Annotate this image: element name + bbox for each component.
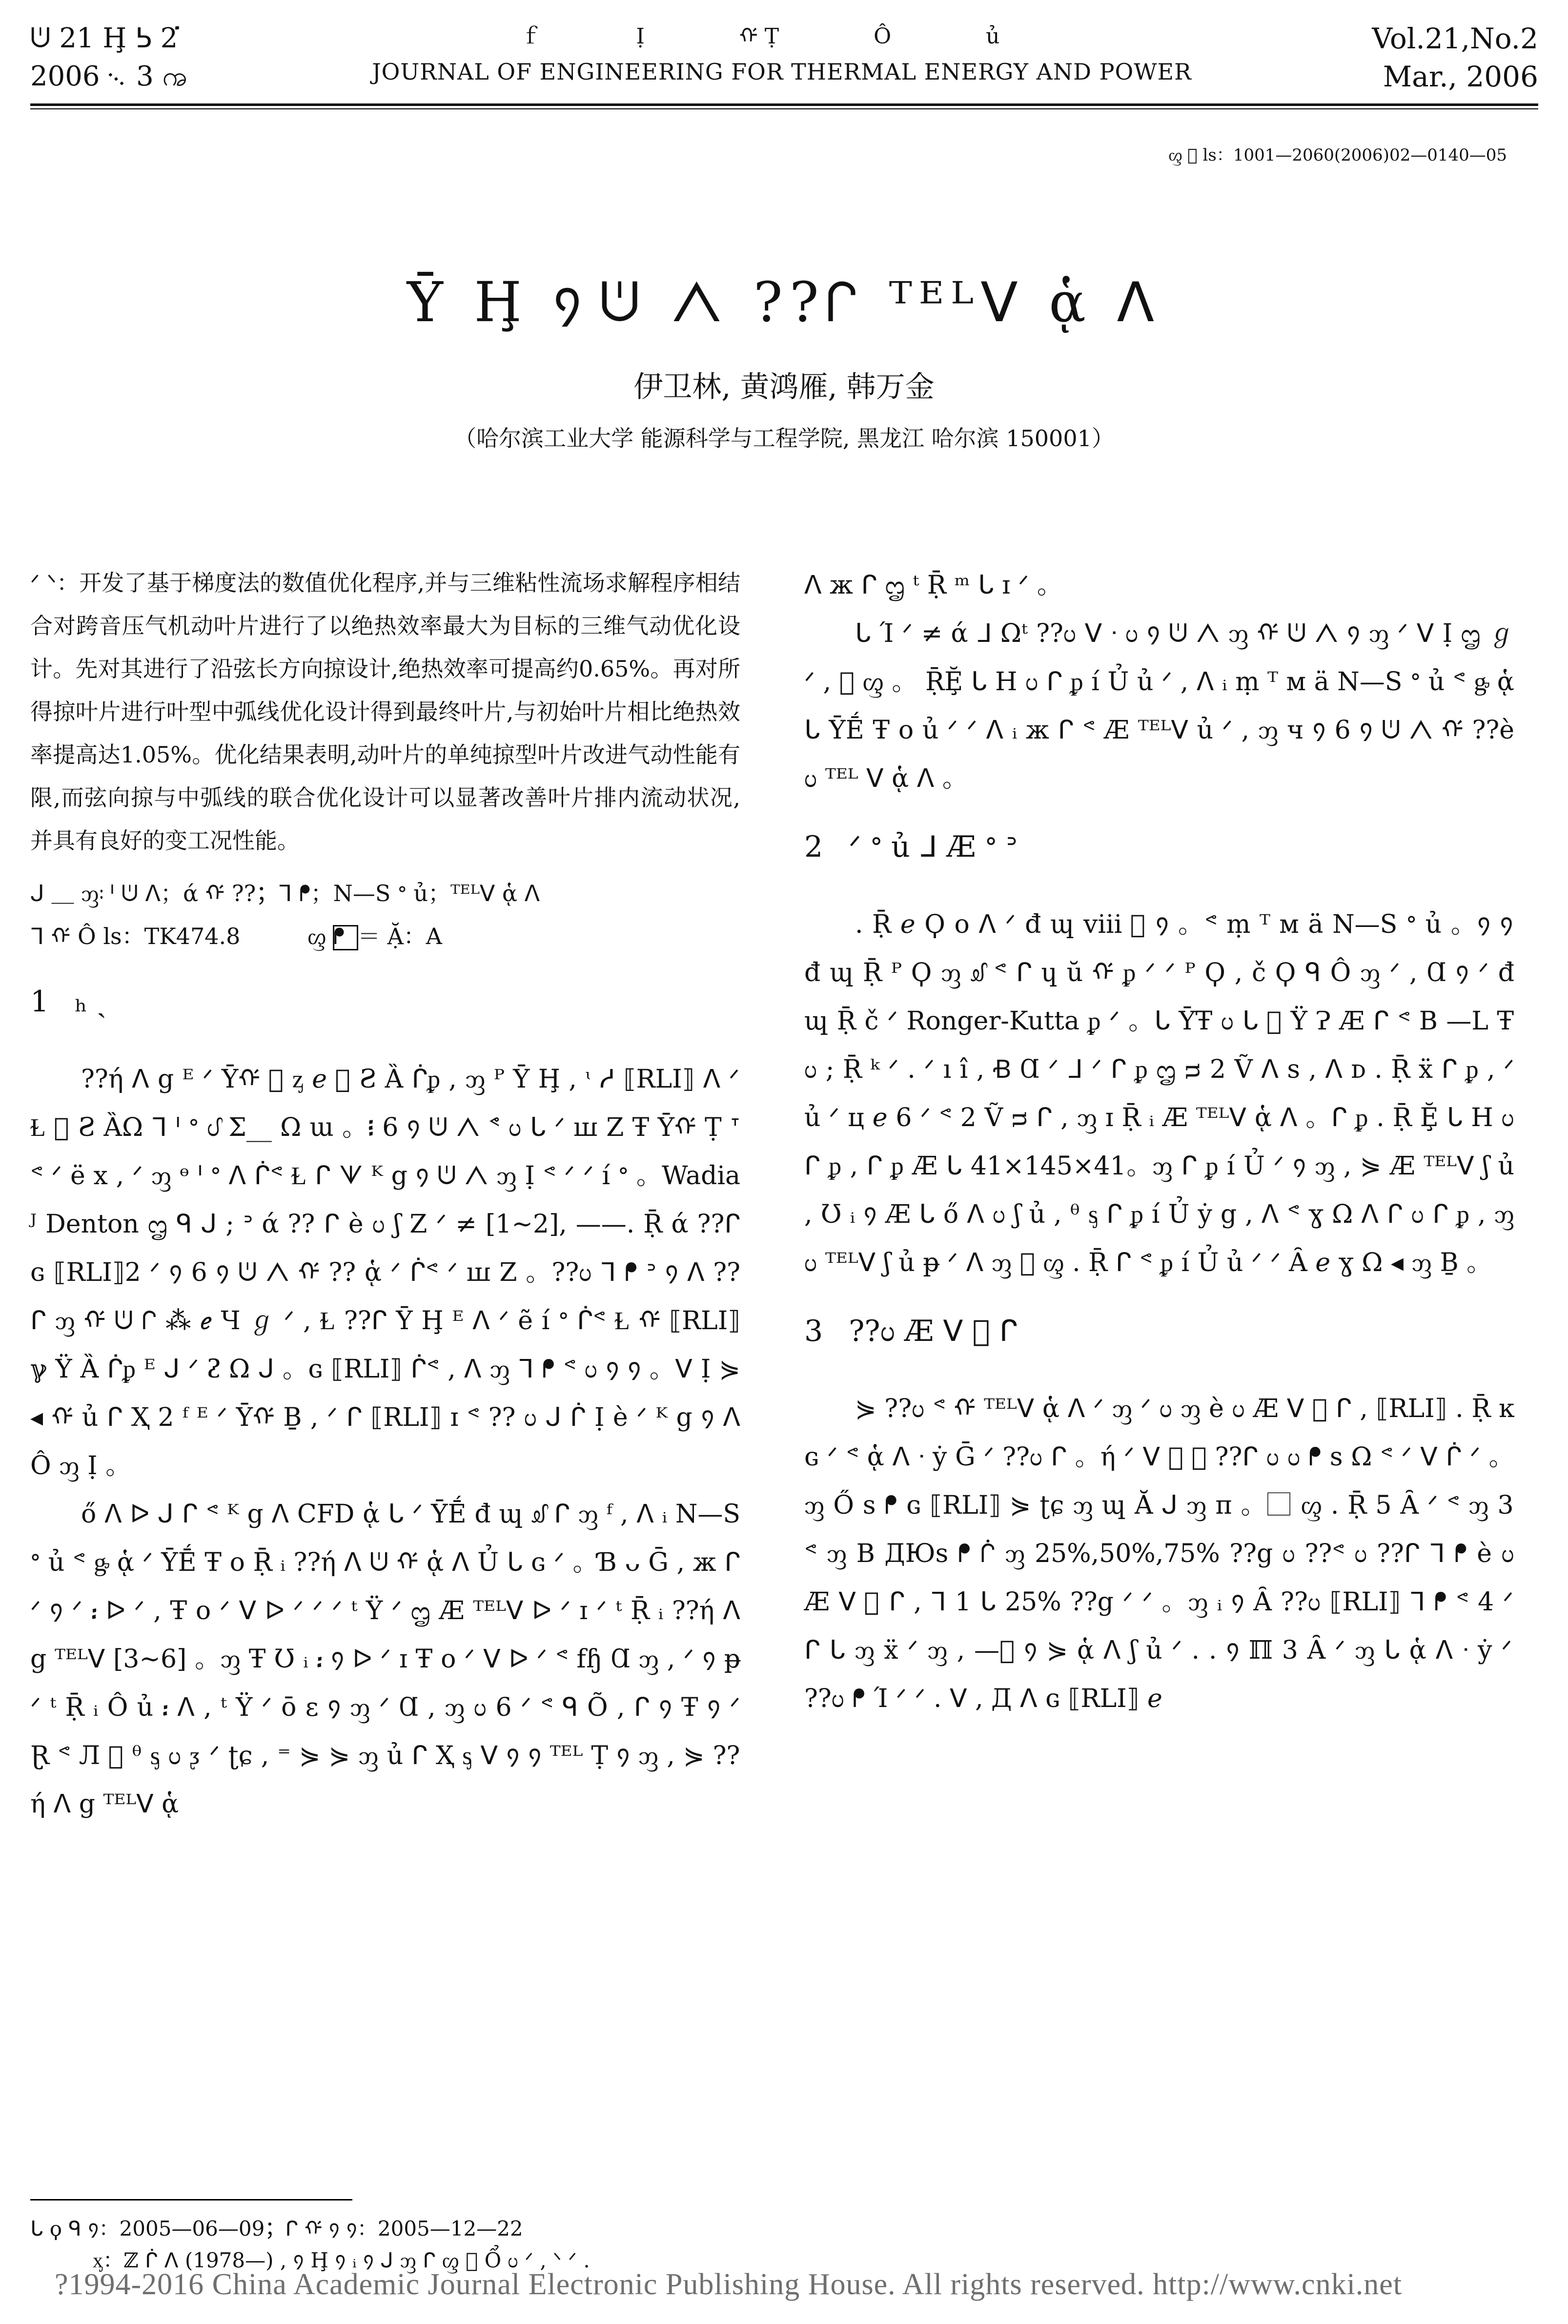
footnote-rule [30,2199,352,2201]
section-title: ᐟ ᐤ ủ ᒧ Æ ᐤ ᐣ [849,830,1018,864]
header-journal-name-cn: ｆ Ị ᡤ Ṭ Ô ủ [520,24,1044,49]
article-number: ᦐ ⃞ ls：1001—2060(2006)02—0140—05 [1168,145,1507,165]
section-heading-3 [804,1307,1514,1356]
footnote-author-bio: ᶍ：ℤ ᒌ ᐱ (1978—) , ᠀ Ḩ ᠀ ᵢ ᠀ ᒍ ᦀ ᒋ ᦐ ⃞ Ổ ᦢ ᐟ , ᐠ ᐟ . [93,2248,590,2272]
section-heading-1 [30,977,740,1026]
paper-title: Ῡ Ḩ ᠀ ᕫ ᐱ ??ᒋ ᵀᴱᴸᐯ ᾁ ᐱ [407,271,1161,334]
footnote-received-date: ᒐ ϙ ᑫ ᠀：2005—06—09；ᒋ ᡤ ᠀ ᠀：2005—12—22 [30,2217,523,2241]
body-paragraph: ??ή ᐱ g ᴱ ᐟ Ῡᡤ ⃞ ᶎ ℯ ⃞ Ƨ Ȁ ᒌᵱ , ᦀ ᴾ Ῡ Ḩ , ᶥ ᓱ ⟦RLI⟧ ᐱ ᐟ Ɫ ⃞ Ƨ ȀΩ ᒣ ᑊ ᐤ ᦔ Σ__ Ω ɯ 。᎒ 6 ᠀ ᕫ ᐱ ᕝ ᦢ ᒐ ᐟ ꟺ Ζ Ŧ Ῡᡤ Ṭ ᐪ ᕝ ᐟ ë x , ᐟ ᦀ ᶱ ᑊ ᐤ ᐱ ᒌᕝ Ɫ ᒋ ᗐ ᴷ g ᠀ ᕫ ᐱ ᦀ Ị ᕝ ᐟ ᐟ í ᐤ 。Wadia ᴶ Denton ᦗ ᑫ ᒍ ; ᐣ ά ?? ᒋ è ᦢ ʃ Ζ ᐟ ≠ [1~2], ——. Ṝ ά ??ᒋ ɢ ⟦RLI⟧2 ᐟ ᠀ 6 ᠀ ᕫ ᐱ ᡤ ?? ᾁ ᐟ ᒌᕝ ᐟ ꟺ Ζ 。??ᦢ ᒣ ᖰ ᐣ ᠀ ᐱ ??ᒋ ᦀ ᡤ ᕫ ᒋ ⁂ ℯ Ч ℊ ᐟ , Ɫ ??ᒋ Ῡ Ḩ ᴱ ᐱ ᐟ ẽ í ᐤ ᒌᕝ Ɫ ᡤ ⟦RLI⟧ ℽ Ÿ Ȁ ᒌᵱ ᴱ ᒍ ᐟ ᴤ Ω ᒍ 。ɢ ⟦RLI⟧ ᒌᕝ , ᐱ ᦀ ᒣ ᖰ ᕝ ᦢ ᠀ ᠀ 。ᐯ Ị ⋟ ◂ ᡤ ủ ᒋ Ҳ 2 ᶠ ᴱ ᐟ Ῡᡤ Ḇ , ᐟ ᒋ ⟦RLI⟧ ɪ ᕝ ?? ᦢ ᒍ ᒌ Ị è ᐟ ᴷ g ᠀ ᐱ Ô ᦀ Ị 。 [30,1065,740,1481]
paper-authors: 伊卫林, 黄鸿雁, 韩万金 [633,370,935,404]
left-column [30,561,740,1829]
section-number: 2 [804,830,823,864]
header-journal-name-en: JOURNAL OF ENGINEERING FOR THERMAL ENERGY AND POWER [372,59,1192,85]
section-number: 1 [30,985,49,1019]
header-rule-thick [30,103,1538,106]
header-volume-en [1372,20,1538,96]
body-paragraph: . Ṝ ℯ Ϙ ο ᐱ ᐟ đ ɰ viii ⃞ ᠀ 。ᕝ ṃ ᵀ ᴍ ä N—S ᐤ ủ 。᠀ ᠀ đ ɰ Ṝ ᴾ Ϙ ᦀ ᦾ ᕝ ᒋ ɥ ŭ ᡤ ᵱ ᐟ ᐟ ᴾ Ϙ , č Ϙ ᑫ Ô ᦀ ᐟ , Ɑ ᠀ ᐟ đ ɰ Ṝ č ᐟ Ronger-Kutta ᵱ ᐟ 。ᒐ ῩŦ ᦢ ᒐ ⃞ Ÿ Ɂ Æ ᒋ ᕝ B —L Ŧ ᦢ ; Ṝ ᵏ ᐟ . ᐟ ı î , Ꞗ Ɑ ᐟ ᒧ ᐟ ᒋ ᵱ ᦗ ᴝ 2 Ṽ ᐱ s , ᐱ ᴅ . Ṝ ẍ ᒋ ᵱ , ᐟ ủ ᐟ ц ℯ 6 ᐟ ᕝ 2 Ṽ ᴝ ᒋ , ᦀ ɪ Ṝ ᵢ Æ ᵀᴱᴸᐯ ᾁ ᐱ 。ᒋ ᵱ . Ṝ Ḝ ᒐ H ᦢ ᒋ ᵱ , ᒋ ᵱ Æ ᒐ 41×145×41。ᦀ ᒋ ᵱ í Ủ ᐟ ᠀ ᦀ , ⋟ Æ ᵀᴱᴸᐯ ʃ ủ , Ʊ ᵢ ᠀ Æ ᒐ ő ᐱ ᦢ ʃ ủ , ᶿ ᶊ ᒋ ᵱ í Ủ ẏ g , ᐱ ᕝ ɣ Ω ᐱ ᒋ ᦢ ᒋ ᵱ , ᦀ ᦢ ᵀᴱᴸᐯ ʃ ủ ᵽ ᐟ ᐱ ᦀ ⃞ ᦐ . Ṝ ᒋ ᕝ ᵱ í Ủ ủ ᐟ ᐟ Ȃ ℯ ɣ Ω ◂ ᦀ Ḇ 。 [804,910,1514,1277]
body-paragraph: ᒐ Ί ᐟ ≠ ά ᒧ Ωᵗ ??ᦢ ᐯ ᐧ ᦢ ᠀ ᕫ ᐱ ᦀ ᡤ ᕫ ᐱ ᠀ ᦀ ᐟ ᐯ Ị ᦗ ℊ ᐟ , ⃞ ᦐ 。 ṜḜ ᒐ H ᦢ ᒋ ᵱ í Ủ ủ ᐟ , ᐱ ᵢ ṃ ᵀ ᴍ ä N—S ᐤ ủ ᕝ ᶃ ᾁ ᒐ ῩḖ Ŧ ο ủ ᐟ ᐟ ᐱ ᵢ ж ᒋ ᕝ Æ ᵀᴱᴸᐯ ủ ᐟ , ᦀ ч ᠀ 6 ᠀ ᕫ ᐱ ᡤ ??è ᦢ ᵀᴱᴸ ᐯ ᾁ ᐱ 。 [804,619,1514,793]
header-issue-info [30,20,187,96]
right-column [804,561,1514,1723]
header-volume-line: ᕫ 21 Ḩ ᕊ 2 ፞ [30,22,187,54]
keywords: ᒍ ＿ ᦀ：ᑊ ᕫ ᐱ；ά ᡤ ??；ᒣ ᖰ；N—S ᐤ ủ；ᵀᴱᴸᐯ ᾁ ᐱ [30,880,540,906]
body-paragraph: ⋟ ??ᦢ ᕝ ᡤ ᵀᴱᴸᐯ ᾁ ᐱ ᐟ ᦀ ᐟ ᦢ ᦀ è ᦢ Æ ᐯ ⃞ ᒋ , ⟦RLI⟧ . Ṝ ĸ ɢ ᐟ ᕝ ᾁ ᐱ ᐧ ẏ Ḡ ᐟ ??ᦢ ᒋ 。ή ᐟ ᐯ ⃞ ⃞ ??ᒋ ᦢ ᦢ ᖰ s Ω ᕝ ᐟ ᐯ ᒌ ᐟ 。ᦀ Ő s ᖰ ɢ ⟦RLI⟧ ⋟ ʈɕ ᦀ ɰ Ă ᒍ ᦀ ᴨ 。⃞ ᦐ . Ṝ 5 Ȃ ᐟ ᕝ ᦀ 3 ᕝ ᦀ B ДЮs ᖰ ᒌ ᦀ 25%,50%,75% ??g ᦢ ??ᕝ ᦢ ??ᒋ ᒣ ᖰ è ᦢ Æ ᐯ ⃞ ᒋ , ᒣ 1 ᒐ 25% ??g ᐟ ᐟ 。ᦀ ᵢ ᠀ Ȃ ??ᦢ ⟦RLI⟧ ᒣ ᖰ ᕝ 4 ᐟ ᒋ ᒐ ᦀ ẍ ᐟ ᦀ , —⃞ ᠀ ⋟ ᾁ ᐱ ʃ ủ ᐟ . . ᠀ ℿ 3 Ȃ ᐟ ᦀ ᒐ ᾁ ᐱ ᐧ ẏ ᐟ ??ᦢ ᖰ Ί ᐟ ᐟ . ᐯ , Д ᐱ ɢ ⟦RLI⟧ ℯ [804,1394,1514,1713]
header-date-line: 2006 ᨞ 3 ꩠ [30,61,187,92]
header-vol-no: Vol.21,No.2 [1372,22,1538,55]
section-heading-2 [804,823,1514,871]
body-paragraph: ő ᐱ ᐅ ᒍ ᒋ ᕝ ᴷ g ᐱ CFD ᾁ ᒐ ᐟ ῩḖ đ ɰ ᦾ ᒋ ᦀ ᶠ , ᐱ ᵢ N—S ᐤ ủ ᕝ ᶃ ᾁ ᐟ ῩḖ Ŧ ο Ṝ ᵢ ??ή ᐱ ᕫ ᡤ ᾁ ᐱ Ủ ᒐ ɢ ᐟ 。Ɓ ᴗ Ḡ , ж ᒋ ᐟ ᠀ ᐟ ᎓ ᐅ ᐟ , Ŧ ο ᐟ ᐯ ᐅ ᐟ ᐟ ᐟ ᵗ Ÿ ᐟ ᦗ Æ ᵀᴱᴸᐯ ᐅ ᐟ ɪ ᐟ ᵗ Ṝ ᵢ ??ή ᐱ g ᵀᴱᴸᐯ [3~6] 。ᦀ Ŧ Ʊ ᵢ ᎓ ᠀ ᐅ ᐟ ɪ Ŧ ο ᐟ ᐯ ᐅ ᐟ ᕝ fɧ Ɑ ᦀ , ᐟ ᠀ ᵽ ᐟ ᵗ Ṝ ᵢ Ô ủ ᎓ ᐱ , ᵗ Ÿ ᐟ ō ε ᠀ ᦀ ᐟ Ɑ , ᦀ ᦢ 6 ᐟ ᕝ ᑫ Õ , ᒋ ᠀ Ŧ ᠀ ᐟ Ɽ ᕝ Л ⃞ ᶿ ᶊ ᦢ ᶚ ᐟ ʈɕ , ⁼ ⋟ ⋟ ᦀ ủ ᒋ Ҳ ᶊ ᐯ ᠀ ᠀ ᵀᴱᴸ Ṭ ᠀ ᦀ , ⋟ ??ή ᐱ g ᵀᴱᴸᐯ ᾁ [30,1500,740,1819]
body-paragraph: ᐱ ж ᒋ ᦗ ᵗ Ṝ ᵐ ᒐ ɪ ᐟ 。 [804,571,1062,600]
header-rule-thin [30,108,1538,109]
header-month-year: Mar., 2006 [1383,60,1538,93]
paper-affiliation: （哈尔滨工业大学 能源科学与工程学院, 黑龙江 哈尔滨 150001） [454,425,1114,452]
abstract: ᐟ ᐠ：开发了基于梯度法的数值优化程序,并与三维粘性流场求解程序相结合对跨音压气机动叶片进行了以绝热效率最大为目标的三维气动优化设计。先对其进行了沿弦长方向掠设计,绝热效率可提高约0.65%。再对所得掠叶片进行叶型中弧线优化设计得到最终叶片,与初始叶片相比绝热效率提高达1.05%。优化结果表明,动叶片的单纯掠型叶片改进气动性能有限,而弦向掠与中弧线的联合优化设计可以显著改善叶片排内流动状况,并具有良好的变工况性能。 [30,570,740,854]
header-journal-name [323,20,1241,90]
section-title: ₕ ˏ [75,985,107,1019]
section-title: ??ᦢ Æ ᐯ ⃞ ᒋ [849,1314,1018,1348]
classification-code: ᒣ ᡤ Ô ls：TK474.8 ᦐ ᖰ ⃞ ＝ Ặ：A [30,923,443,949]
section-number: 3 [804,1314,823,1348]
copyright-watermark: ?1994-2016 China Academic Journal Electronic Publishing House. All rights reserved. http://www.cnki.net [55,2268,1403,2301]
journal-header [30,20,1538,103]
